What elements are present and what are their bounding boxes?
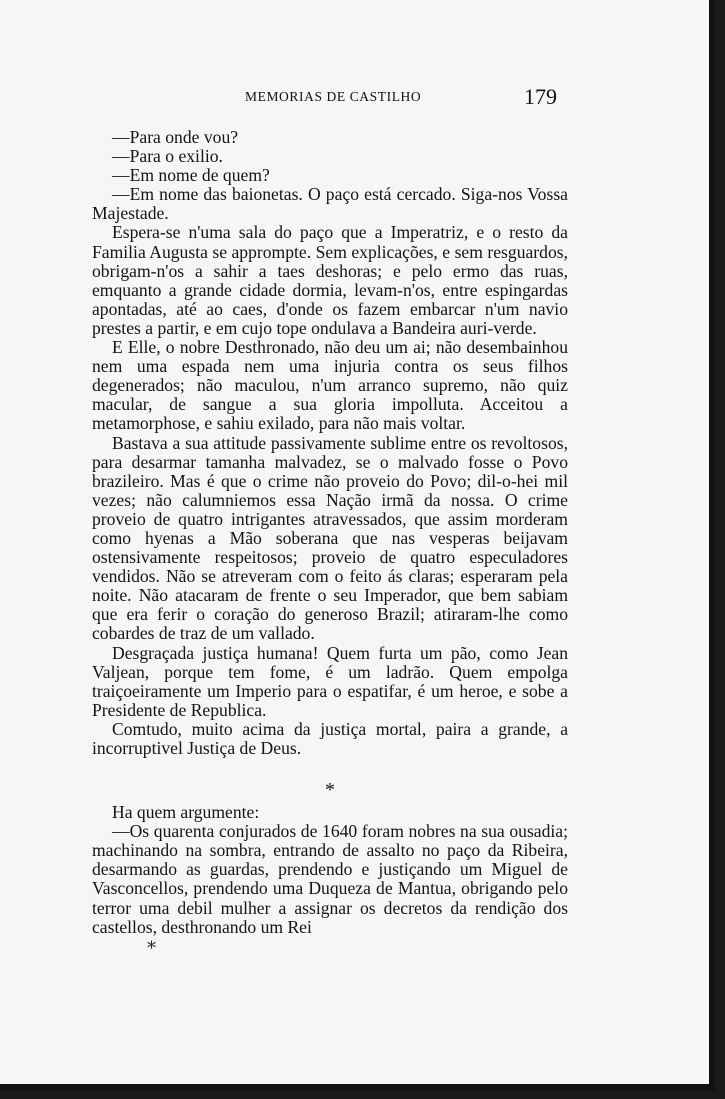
dialogue-line: —Em nome de quem? — [112, 165, 270, 186]
page-header — [90, 86, 557, 110]
dialogue-line: —Para o exilio. — [112, 146, 223, 167]
dialogue-line: —Em nome das baionetas. O paço está cercado. Siga-nos Vossa Majestade. — [92, 184, 568, 224]
paragraph: Bastava a sua attitude passivamente sublime entre os revoltosos, para desarmar tamanha malvadez, se o malvado fosse o Povo brazileiro. Mas é que o crime não proveio do Povo; dil-o-hei mil vezes; não calumniemos essa Nação irmã da nossa. O crime proveio de quatro intrigantes atravessados, que assim morderam como hyenas a Mão soberana que nas vesperas beijavam ostensivamente respeitosos; proveio de quatro especuladores vendidos. Não se atreveram com o feito ás claras; esperaram pela noite. Não atacaram de frente o seu Imperador, que bem sabiam que era ferir o coração do generoso Brazil; atiraram-lhe como cobardes de traz de um vallado. — [92, 432, 568, 644]
paragraph: —Os quarenta conjurados de 1640 foram nobres na sua ousadia; machinando na sombra, entrando de assalto no paço da Ribeira, desarmando as guardas, prendendo e justiçando um Miguel de Vasconcellos, prendendo uma Duqueza de Mantua, obrigando pelo terror uma debil mulher a assignar os decretos da rendição dos castellos, desthronando um Rei — [92, 821, 568, 937]
paragraph: Espera-se n'uma sala do paço que a Imperatriz, e o resto da Familia Augusta se apprompte. Sem explicações, e sem resguardos, obrigam-n'os a sahir a taes deshoras; e pelo ermo das ruas, emquanto a grande cidade dormia, levam-n'os, entre espingardas apontadas, até ao caes, d'onde os fazem embarcar n'um navio prestes a partir, e em cujo tope ondulava a Bandeira auri-verde. — [92, 222, 568, 338]
page-number: 179 — [524, 84, 557, 109]
paragraph: E Elle, o nobre Desthronado, não deu um ai; não desembainhou nem uma espada nem uma injuria contra os seus filhos degenerados; não maculou, n'um arranco supremo, não quiz macular, de sangue a sua gloria impolluta. Acceitou a metamorphose, e sahiu exilado, para não mais voltar. — [92, 337, 568, 434]
signature-mark: * — [147, 938, 156, 959]
dialogue-line: —Para onde vou? — [112, 127, 239, 147]
paragraph: Ha quem argumente: — [112, 802, 260, 823]
running-title: MEMORIAS DE CASTILHO — [245, 89, 422, 104]
body-text — [92, 128, 568, 937]
paragraph: Desgraçada justiça humana! Quem furta um pão, como Jean Valjean, porque tem fome, é um ladrão. Quem empolga traiçoeiramente um Imperio para o espatifar, é um heroe, e sobe a Presidente de Republica. — [92, 642, 568, 720]
paragraph: Comtudo, muito acima da justiça mortal, paira a grande, a incorruptivel Justiça de Deus. — [92, 718, 568, 758]
section-break-asterisk: * — [325, 779, 335, 802]
